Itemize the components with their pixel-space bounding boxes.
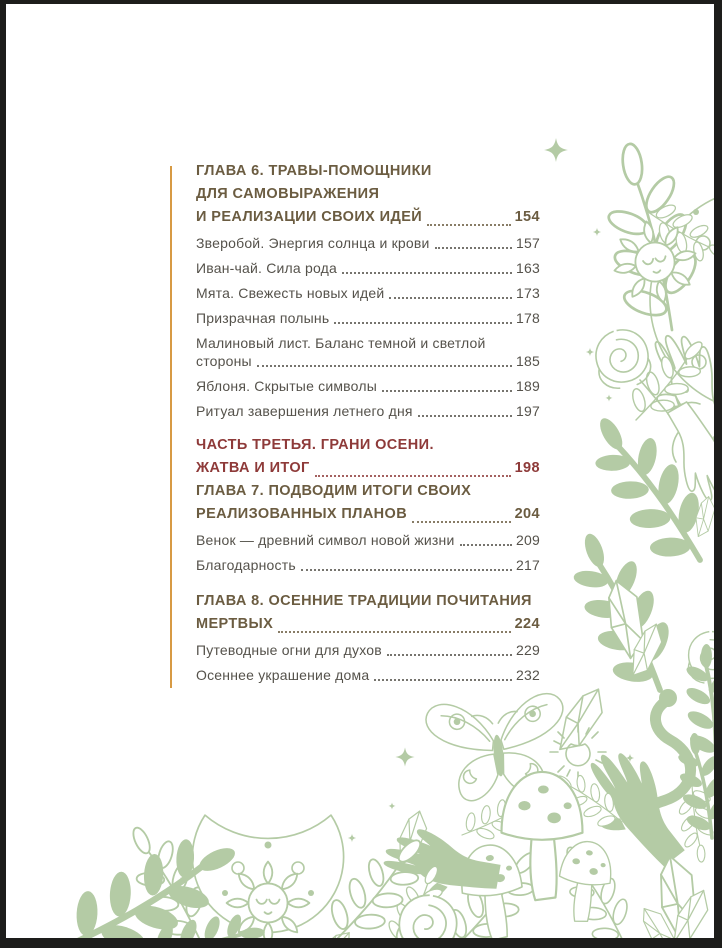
toc-entry [196, 259, 540, 277]
photo-frame-edge [714, 0, 722, 948]
toc-entry [196, 377, 540, 395]
toc-entry-last-line [196, 259, 540, 277]
toc-entry [196, 284, 540, 302]
toc-entry-line: ДЛЯ САМОВЫРАЖЕНИЯ [196, 186, 380, 202]
toc-entry-title: Венок — древний символ новой жизни [196, 532, 455, 548]
toc-page-number: 163 [516, 260, 540, 276]
toc-entry-last-line [196, 206, 540, 229]
toc-entry [196, 309, 540, 327]
toc-leader-dots [315, 475, 511, 477]
toc-page-number: 224 [514, 616, 540, 632]
toc-leader-dots [389, 297, 512, 299]
toc-entry-line: ГЛАВА 6. ТРАВЫ-ПОМОЩНИКИ [196, 163, 432, 179]
toc-entry [196, 531, 540, 549]
toc-entry-title: Осеннее украшение дома [196, 667, 370, 683]
toc-accent-rule [170, 166, 172, 688]
toc-leader-dots [278, 631, 510, 633]
toc-entry-last-line [196, 556, 540, 574]
toc-leader-dots [387, 654, 512, 656]
toc-page-number: 232 [516, 667, 540, 683]
toc-page-number: 185 [516, 353, 540, 369]
toc-page-number: 178 [516, 310, 540, 326]
toc-leader-dots [427, 224, 511, 226]
toc-entry-last-line [196, 457, 540, 480]
toc-entry [196, 234, 540, 252]
toc-entry-title: МЕРТВЫХ [196, 616, 274, 632]
toc-entry-last-line [196, 503, 540, 526]
toc-entry-last-line [196, 377, 540, 395]
toc-entry-title: Мята. Свежесть новых идей [196, 285, 385, 301]
toc-page-number: 204 [514, 506, 540, 522]
toc-leader-dots [418, 415, 512, 417]
toc-entry-title: Благодарность [196, 557, 296, 573]
toc-entry-last-line [196, 309, 540, 327]
toc-entry [196, 666, 540, 684]
toc-leader-dots [435, 247, 512, 249]
photo-frame-edge [0, 0, 6, 948]
toc-entry-title: И РЕАЛИЗАЦИИ СВОИХ ИДЕЙ [196, 209, 423, 225]
toc-leader-dots [382, 390, 512, 392]
toc-entry [196, 402, 540, 420]
toc-entry-title: ЖАТВА И ИТОГ [196, 460, 310, 476]
toc-page-number: 154 [514, 209, 540, 225]
toc-page-number: 189 [516, 378, 540, 394]
toc-leader-dots [257, 365, 512, 367]
toc-leader-dots [342, 272, 512, 274]
toc-entry-last-line [196, 352, 540, 370]
toc-entry [196, 480, 540, 526]
toc-entry-title: стороны [196, 353, 252, 369]
toc-page-number: 229 [516, 642, 540, 658]
toc-entry [196, 556, 540, 574]
toc-entry [196, 641, 540, 659]
toc-entry-last-line [196, 641, 540, 659]
toc-leader-dots [374, 679, 512, 681]
toc-leader-dots [460, 544, 513, 546]
toc-leader-dots [412, 521, 510, 523]
sparkle-icon [544, 138, 568, 162]
crystal-illustration [552, 682, 611, 759]
toc-entry-title: Путеводные огни для духов [196, 642, 382, 658]
toc-entry-title: РЕАЛИЗОВАННЫХ ПЛАНОВ [196, 506, 408, 522]
toc-entry-line: ГЛАВА 7. ПОДВОДИМ ИТОГИ СВОИХ [196, 483, 472, 499]
toc-page-number: 173 [516, 285, 540, 301]
toc-entry [196, 334, 540, 370]
toc-page-number: 197 [516, 403, 540, 419]
toc-entry-last-line [196, 666, 540, 684]
toc-page-number: 157 [516, 235, 540, 251]
toc-entry-last-line [196, 613, 540, 636]
photo-frame-edge [0, 0, 722, 4]
toc-entry-last-line [196, 531, 540, 549]
toc-entry-line: ЧАСТЬ ТРЕТЬЯ. ГРАНИ ОСЕНИ. [196, 437, 434, 453]
toc-leader-dots [334, 322, 512, 324]
toc-entry [196, 160, 540, 229]
toc-entry-last-line [196, 284, 540, 302]
toc-entry-title: Зверобой. Энергия солнца и крови [196, 235, 430, 251]
toc-entry-title: Ритуал завершения летнего дня [196, 403, 413, 419]
toc-entry-title: Призрачная полынь [196, 310, 330, 326]
toc-entry [196, 590, 540, 636]
toc-entry [196, 434, 540, 480]
toc-entry-title: Иван-чай. Сила рода [196, 260, 337, 276]
toc-entry-line: ГЛАВА 8. ОСЕННИЕ ТРАДИЦИИ ПОЧИТАНИЯ [196, 593, 532, 609]
toc-entry-last-line [196, 402, 540, 420]
toc-leader-dots [301, 569, 512, 571]
toc-list [196, 160, 540, 691]
toc-entry-line: Малиновый лист. Баланс темной и светлой [196, 335, 486, 351]
toc-page-number: 198 [514, 460, 540, 476]
toc-entry-last-line [196, 234, 540, 252]
toc-page-number: 217 [516, 557, 540, 573]
toc-entry-title: Яблоня. Скрытые символы [196, 378, 377, 394]
photo-frame-edge [0, 938, 722, 948]
toc-page-number: 209 [516, 532, 540, 548]
